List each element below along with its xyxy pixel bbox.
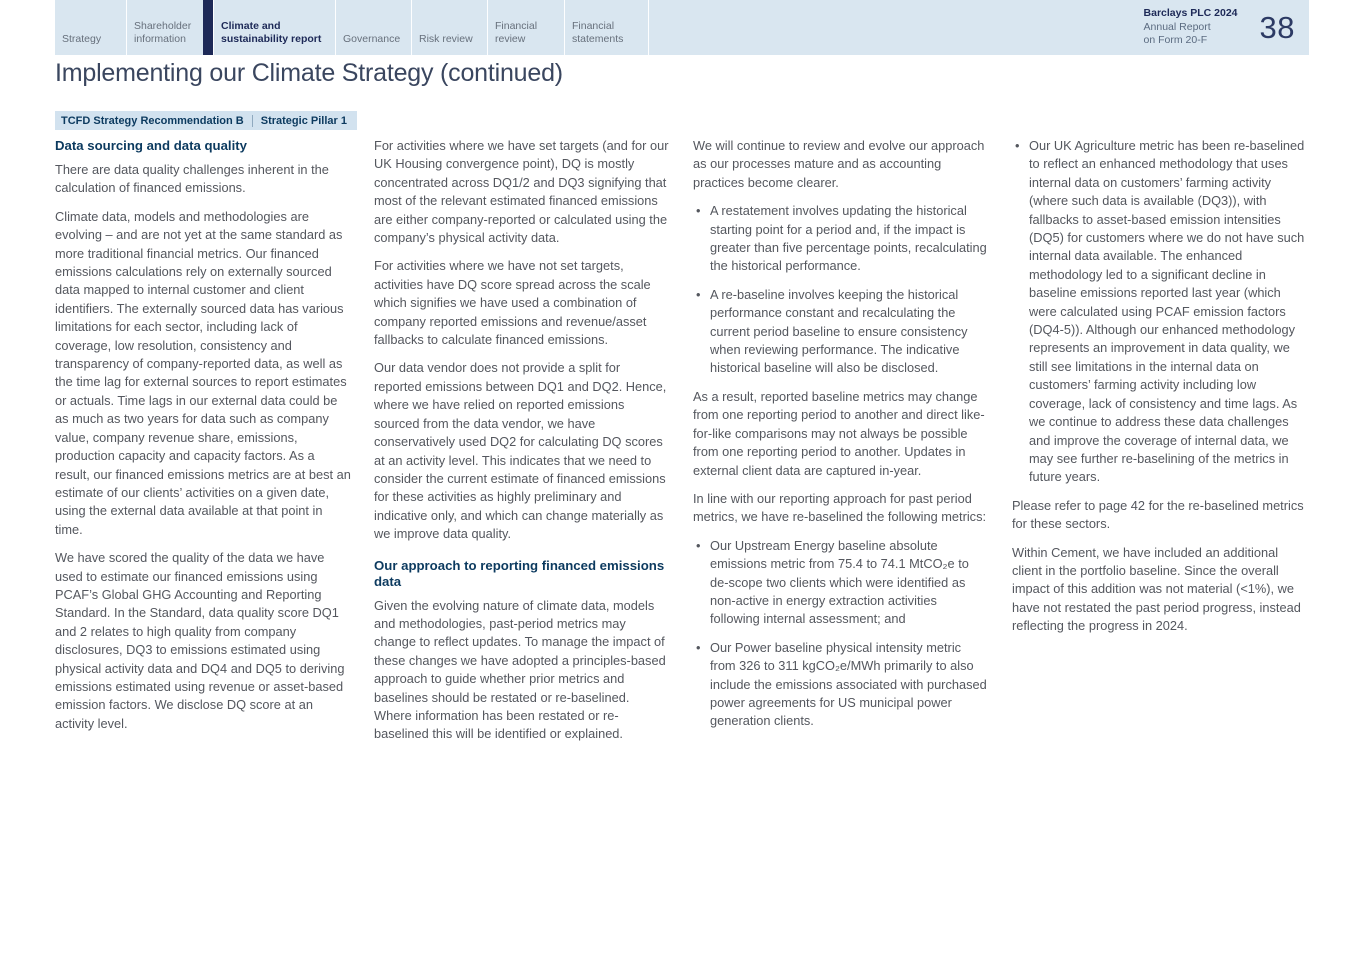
paragraph: We will continue to review and evolve our approach as our processes mature and as accounting practices become clearer. [693,138,985,190]
tab-shareholder-information[interactable] [126,0,203,55]
page-number: 38 [1259,9,1295,45]
badge-divider [252,115,253,127]
tcfd-badge [55,111,357,130]
tab-label: Financial statements [572,19,624,46]
brand-subtitle-line1: Annual Report [1143,20,1211,33]
tab-label: Shareholder information [134,19,192,46]
brand-title: Barclays PLC 2024 [1143,7,1238,20]
bullet-dot: • [696,286,701,302]
strategic-pillar-label: Strategic Pillar 1 [260,114,347,127]
paragraph: For activities where we have set targets (and for our UK Housing convergence point), DQ is mostly concentrated across DQ1/2 and DQ3 signifying that most of the relevant estimated financed emissions are either company-reported or calculated using the company’s physical activity data. [374,138,669,246]
brand-subtitle-line2: on Form 20-F [1143,34,1208,47]
bullet-item-power-baseline [693,639,989,731]
column-2 [374,137,670,754]
bullet-text: Our UK Agriculture metric has been re-baselined to reflect an enhanced methodology that uses internal data on customers’ farming activity (where such data is available (DQ3)), with fallbacks to asset-based emission intensities (DQ5) for customers where we do not have such internal data available. The enhanced methodology led to a significant decline in baseline emissions reported last year (which were calculated using PCAF emission factors (DQ4-5)). Although our enhanced methodology represents an improvement in data quality, we still see limitations in the internal data on customers’ farming activity including low coverage, lack of consistency and time lags. As we continue to address these data challenges and improve the coverage of internal data, we may see further re-baselining of the metrics in future years. [1029,138,1305,485]
tab-label: Financial review [495,19,538,46]
paragraph: We have scored the quality of the data we have used to estimate our financed emissions using PCAF’s Global GHG Accounting and Reporting Standard. In the Standard, data quality score DQ1 and 2 relates to high quality from company disclosures, DQ3 to emissions estimated using physical activity data and DQ4 and DQ5 to deriving emissions estimated using revenue or asset-based emission factors. We disclose DQ score at an activity level. [55,550,345,731]
tab-label: Strategy [62,33,102,46]
bullet-item-uk-agriculture [1012,137,1308,487]
paragraph: Given the evolving nature of climate data, models and methodologies, past-period metrics may change to reflect updates. To manage the impact of these changes we have adopted a principles-based approach to guide whether prior metrics and baselines should be restated or re-baselined. Where information has been restated or re-baselined this will be identified or explained. [374,597,666,742]
bullet-text: A restatement involves updating the historical starting point for a period and, if the impact is greater than five percentage points, recalculating the historical performance. [710,203,987,274]
bullet-item-rebaseline [693,286,989,378]
tab-risk-review[interactable] [411,0,487,55]
body-columns [55,137,1308,754]
bullet-dot: • [696,537,701,553]
paragraph: Our data vendor does not provide a split for reported emissions between DQ1 and DQ2. Hence, where we have relied on reported emissions sourced from the data vendor, we have conservatively used DQ2 for calculating DQ scores at an activity level. This indicates that we need to consider the current estimate of financed emissions for these activities as highly preliminary and indicative only, and which can change materially as we improve data quality. [374,360,667,542]
header-right [1144,0,1309,55]
tcfd-recommendation-label: TCFD Strategy Recommendation B [61,114,244,127]
bullet-text: A re-baseline involves keeping the historical performance constant and recalculating the current period baseline to ensure consistency when reviewing performance. The indicative historical baseline will also be disclosed. [710,286,968,376]
paragraph: In line with our reporting approach for past period metrics, we have re-baselined the following metrics: [693,490,987,525]
tab-strategy[interactable] [55,0,126,55]
column-3 [693,137,989,741]
report-brand [1144,7,1238,48]
tab-governance[interactable] [335,0,411,55]
tab-label: Risk review [419,33,473,46]
bullet-text: Our Upstream Energy baseline absolute emissions metric from 75.4 to 74.1 MtCO₂e to de-scope two clients which were identified as non-active in energy extraction activities following internal assessment; and [710,537,969,627]
column-4 [1012,137,1308,646]
column-1 [55,137,351,743]
paragraph: Climate data, models and methodologies are evolving – and are not yet at the same standard as more traditional financial metrics. Our financed emissions calculations rely on externally sourced data mapped to internal customer and client identifiers. The externally sourced data has various limitations for each sector, including lack of coverage, low resolution, consistency and transparency of company-reported data, as well as the time lag for external sources to report estimates or actuals. Time lags in our external data could be as much as two years for data such as company value, company revenue share, emissions, production capacity and capacity factors. As a result, our financed emissions metrics are at best an estimate of our clients’ activities on a given date, using the external data available at that point in time. [55,208,351,537]
paragraph: For activities where we have not set targets, activities have DQ score spread across the scale which signifies we have used a combination of company reported emissions and revenue/asset fallbacks to calculate financed emissions. [374,258,651,348]
paragraph: As a result, reported baseline metrics may change from one reporting period to another and direct like-for-like comparisons may not always be possible from one reporting period to another. Updates in external client data are captured in-year. [693,388,985,478]
section-heading-data-sourcing: Data sourcing and data quality [55,138,247,153]
paragraph: There are data quality challenges inherent in the calculation of financed emissions. [55,162,329,196]
tab-label: Climate and sustainability report [221,19,322,46]
active-tab-accent-bar [203,0,213,55]
top-nav [55,0,1309,55]
paragraph: Within Cement, we have included an additional client in the portfolio baseline. Since the overall impact of this addition was not material (<1%), we have not restated the past period progress, instead reflecting the progress in 2024. [1012,544,1301,634]
section-heading-reporting-approach: Our approach to reporting financed emissions data [374,557,665,589]
paragraph-page-reference: Please refer to page 42 for the re-baselined metrics for these sectors. [1012,497,1304,532]
page-title: Implementing our Climate Strategy (continued) [55,59,563,87]
bullet-dot: • [696,639,701,655]
bullet-text: Our Power baseline physical intensity metric from 326 to 311 kgCO₂e/MWh primarily to also include the emissions associated with purchased power agreements for US municipal power generation clients. [710,639,987,729]
tab-financial-statements[interactable] [564,0,649,55]
bullet-dot: • [696,203,701,219]
tab-financial-review[interactable] [487,0,564,55]
bullet-item-upstream-energy [693,537,989,629]
tab-label: Governance [343,33,401,46]
bullet-dot: • [1015,138,1020,153]
tab-climate-and-sustainability-report[interactable] [213,0,335,55]
bullet-item-restatement [693,202,989,276]
